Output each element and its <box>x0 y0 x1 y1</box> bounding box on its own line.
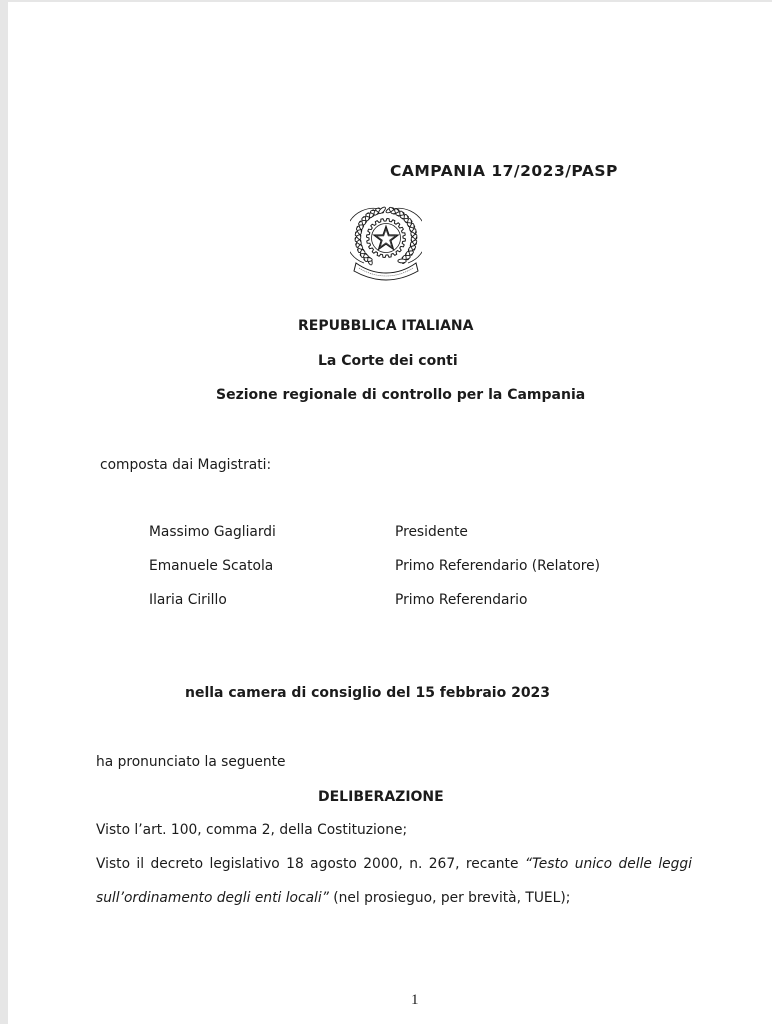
recital-tuel-line-1 <box>96 855 692 873</box>
magistrate-name: Ilaria Cirillo <box>149 592 227 608</box>
heading-republic: REPUBBLICA ITALIANA <box>298 318 474 334</box>
magistrate-role: Primo Referendario <box>395 592 528 608</box>
pronouncement-intro: ha pronunciato la seguente <box>96 754 286 770</box>
emblem-leaf <box>398 259 406 263</box>
page-number: 1 <box>411 992 419 1008</box>
case-number: CAMPANIA 17/2023/PASP <box>390 162 618 180</box>
magistrate-row <box>149 591 629 609</box>
magistrate-name: Massimo Gagliardi <box>149 524 276 540</box>
heading-court: La Corte dei conti <box>318 353 458 369</box>
magistrate-row <box>149 557 629 575</box>
composition-intro: composta dai Magistrati: <box>100 457 272 473</box>
recital-text: Visto il decreto legislativo 18 agosto 2000, n. 267, recante <box>96 856 525 872</box>
magistrate-role: Presidente <box>395 524 468 540</box>
magistrate-role: Primo Referendario (Relatore) <box>395 558 601 574</box>
magistrate-name: Emanuele Scatola <box>149 558 274 574</box>
recital-italic-title: sull’ordinamento degli enti locali” <box>96 890 329 906</box>
magistrate-row <box>149 523 629 541</box>
deliberation-title: DELIBERAZIONE <box>318 789 444 805</box>
recital-tuel-line-2 <box>96 889 570 907</box>
session-line: nella camera di consiglio del 15 febbraio 2023 <box>185 685 551 701</box>
recital-italic-title: “Testo unico delle leggi <box>524 856 692 872</box>
emblem-of-italy <box>350 205 422 281</box>
heading-section: Sezione regionale di controllo per la Campania <box>216 387 586 403</box>
emblem-leaf <box>378 206 387 215</box>
recital-constitution: Visto l’art. 100, comma 2, della Costituzione; <box>96 822 408 838</box>
recital-text: (nel prosieguo, per brevità, TUEL); <box>328 890 571 906</box>
emblem-ribbon <box>354 263 418 280</box>
